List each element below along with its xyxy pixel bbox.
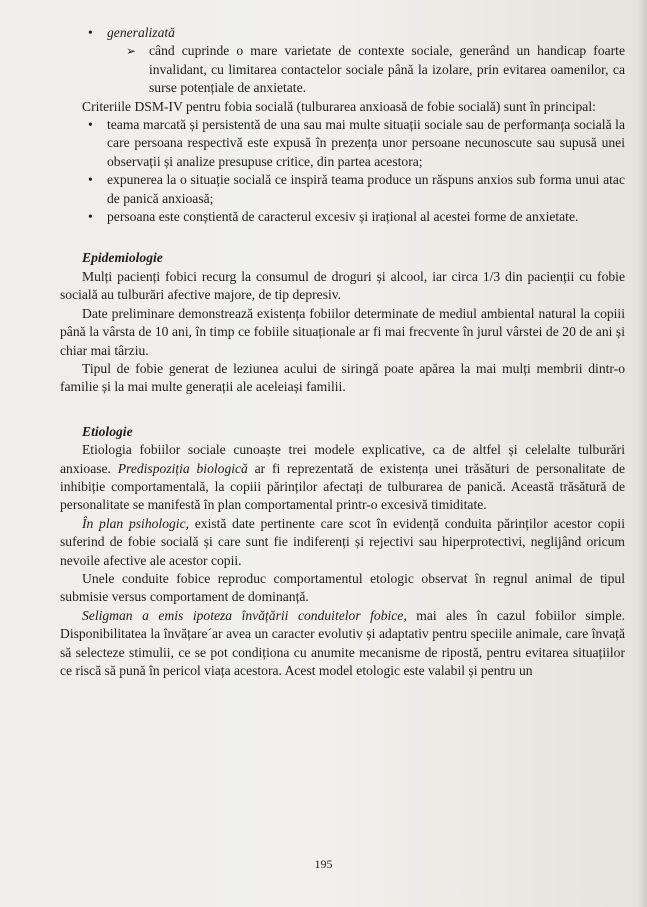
epidemiology-heading: Epidemiologie — [82, 250, 163, 266]
criteria-item — [60, 116, 625, 171]
sub-item — [60, 42, 625, 97]
criteria-item — [60, 171, 625, 208]
criteria-text: expunerea la o situație socială ce inspiră teama produce un răspuns anxios sub forma unui atac de panică anxioasă; — [107, 172, 625, 206]
epidemiology-paragraph: Mulți pacienți fobici recurg la consumul de droguri și alcool, iar circa 1/3 din pacienții cu fobie socială au tulburări afective majore, de tip depresiv. — [60, 268, 625, 303]
italic-term: Seligman a emis ipoteza învățării conduitelor fobice, — [82, 607, 407, 623]
criteria-intro: Criteriile DSM-IV pentru fobia socială (tulburarea anxioasă de fobie socială) sunt în principal: — [82, 98, 596, 114]
text-run: mai ales în cazul fobiilor simple. Disponibilitatea la învățare´ar avea un caracter evolutiv și adaptativ pentru speciile animale, care învață să selecteze stimulii, ce se pot condiționa cu anumite mecanisme de ripostă, pentru evitarea situațiilor ce riscă să pună în pericol viața acestora. Acest model etologic este valabil și pentru un — [60, 607, 625, 678]
italic-term: Predispoziția biologică — [117, 460, 248, 476]
criteria-text: teama marcată și persistentă de una sau mai multe situații sociale sau de performanța socială la care persoana respectivă este expusă în prezența unor persoane necunoscute sau supusă unei observații și analize presupuse critice, din partea acestora; — [107, 117, 625, 169]
etiology-heading: Etiologie — [82, 423, 133, 439]
text-run: ar fi reprezentată de existența unei trăsături de personalitate de inhibiție comportamentală, la copiii părinților afectați de tulburarea de panică. Această trăsătură de personalitate se manifestă în plan comportamental printr-o excesivă timiditate. — [60, 460, 626, 513]
bullet-dot: • — [88, 117, 93, 133]
epidemiology-paragraph: Tipul de fobie generat de leziunea acului de siringă poate apărea la mai mulți membrii dintr-o familie și la mai multe generații ale aceleiași familii. — [60, 360, 625, 395]
bullet-dot: • — [88, 25, 93, 40]
italic-term: În plan psihologic, — [82, 515, 189, 531]
sub-item-text: când cuprinde o mare varietate de contexte sociale, generând un handicap foarte invalidant, cu limitarea contactelor sociale până la izolare, prin evitarea oamenilor, ca surse potențiale de anxietate. — [149, 43, 625, 96]
etiology-paragraph-4 — [60, 607, 625, 681]
criteria-item — [60, 208, 625, 226]
bullet-label: generalizată — [107, 25, 175, 40]
criteria-text: persoana este conștientă de caracterul excesiv și irațional al acestei forme de anxietate. — [107, 209, 579, 225]
bullet-dot: • — [88, 209, 93, 225]
etiology-paragraph-1 — [60, 441, 625, 515]
epidemiology-paragraph: Date preliminare demonstrează existența fobiilor determinate de mediul ambiental natural la copiii până la vârsta de 10 ani, în timp ce fobiile situaționale ar fi mai frecvente în jurul vârstei de 20 de ani și chiar mai târziu. — [60, 305, 625, 358]
etiology-paragraph-2 — [60, 515, 625, 570]
page-number: 195 — [314, 857, 333, 871]
etiology-paragraph-3: Unele conduite fobice reproduc comportamentul etologic observat în regnul animal de tipul submisie versus comportament de dominanță. — [60, 570, 625, 605]
text-run: există date pertinente care scot în evidență conduita părinților acestor copii suferind de fobie socială și care sunt fie indiferenți și rejectivi sau hiperprotectivi, neglijând oricum nevoile afective ale acestor copii. — [60, 515, 625, 568]
bullet-generalized — [60, 24, 625, 42]
arrow-bullet-icon: ➢ — [126, 44, 137, 59]
bullet-dot: • — [88, 172, 93, 188]
text-run: Etiologia fobiilor sociale cunoaște trei modele explicative, ca de altfel și celelalte tulburări anxioase. — [60, 442, 625, 476]
page-body — [60, 24, 625, 680]
page-edge-shadow — [637, 0, 647, 907]
